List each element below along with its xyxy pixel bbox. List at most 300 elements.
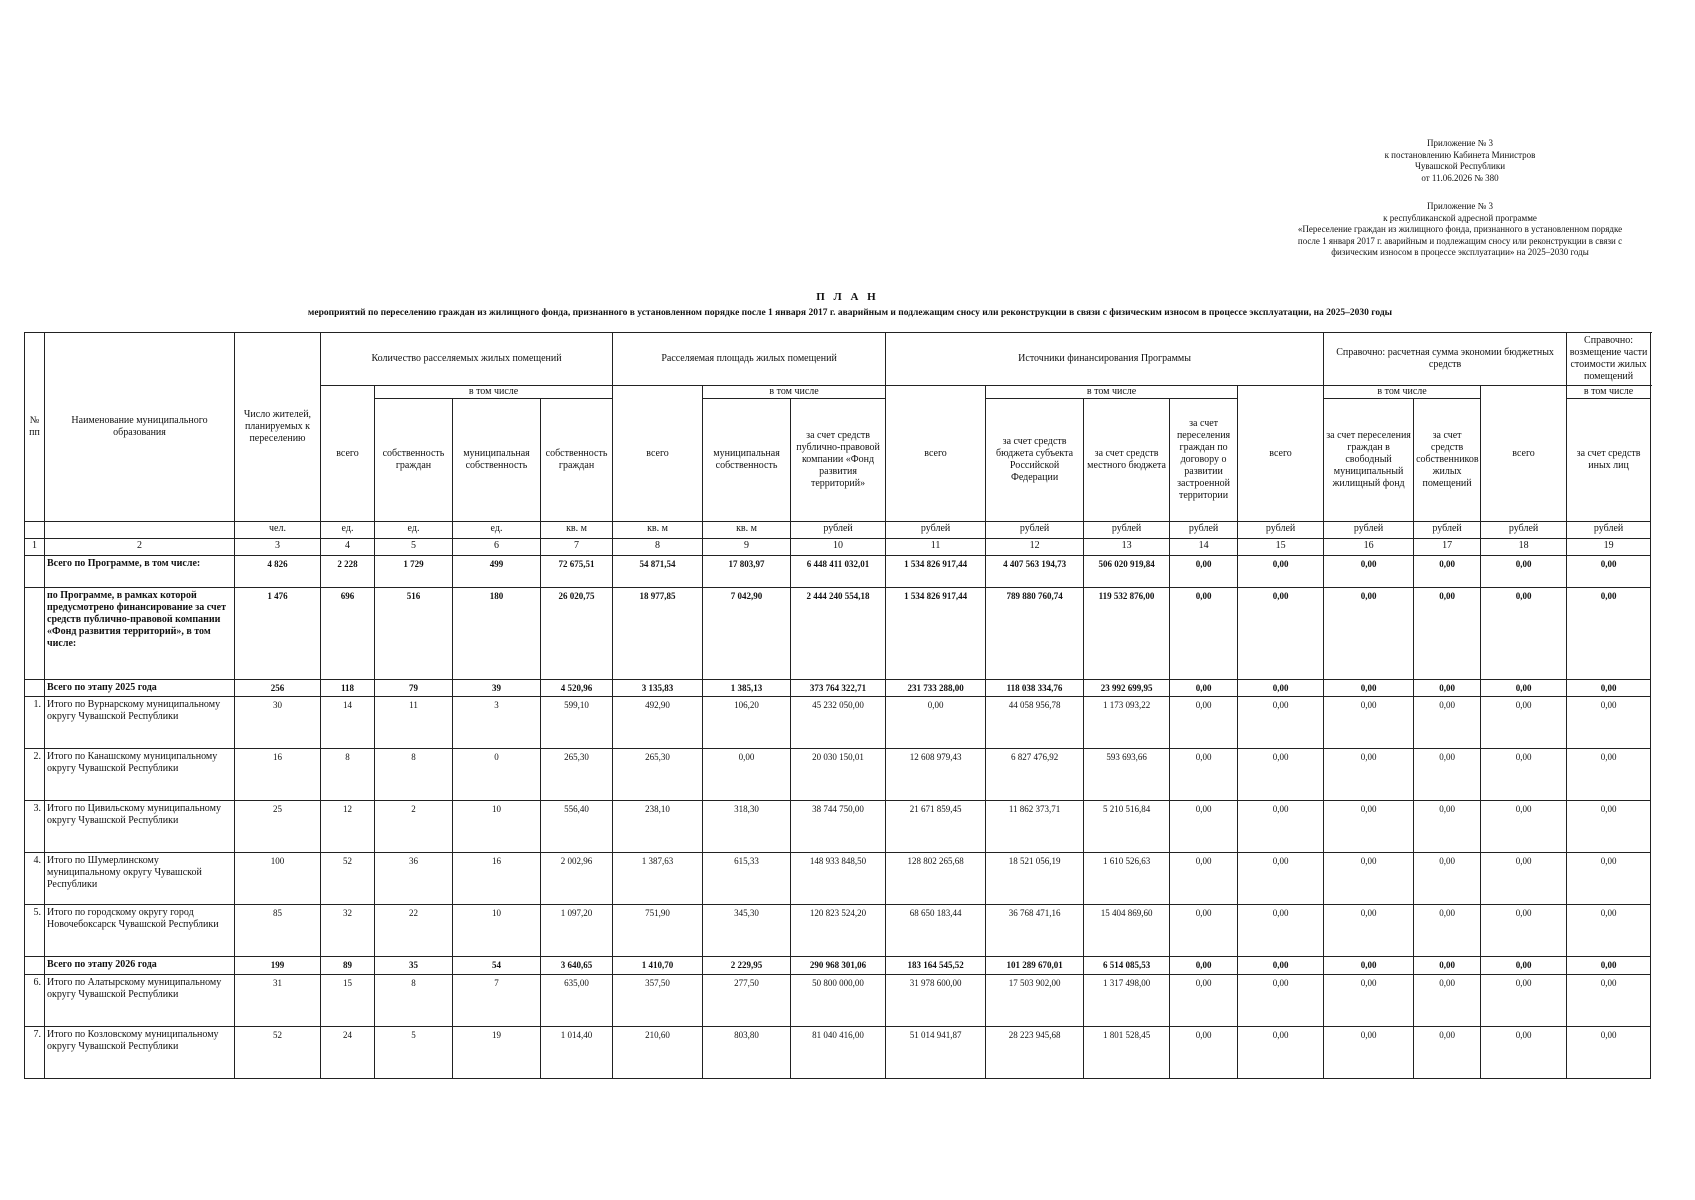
row-number xyxy=(25,680,45,697)
column-number: 4 xyxy=(321,539,375,556)
value-cell: 1 387,63 xyxy=(613,853,703,905)
value-cell: 0,00 xyxy=(1481,556,1567,588)
value-cell: 44 058 956,78 xyxy=(986,697,1084,749)
municipality-name: Итого по Козловскому муниципальному округу Чувашской Республики xyxy=(45,1027,235,1079)
value-cell: 19 xyxy=(453,1027,541,1079)
value-cell: 803,80 xyxy=(703,1027,791,1079)
value-cell: 14 xyxy=(321,697,375,749)
units-row xyxy=(25,522,1651,539)
value-cell: 11 xyxy=(375,697,453,749)
value-cell: 0,00 xyxy=(1481,975,1567,1027)
value-cell: 6 827 476,92 xyxy=(986,749,1084,801)
unit-cell: кв. м xyxy=(541,522,613,539)
column-number: 1 xyxy=(25,539,45,556)
value-cell: 0,00 xyxy=(1567,975,1651,1027)
value-cell: 2 229,95 xyxy=(703,957,791,975)
value-cell: 3 xyxy=(453,697,541,749)
header-others-funds: за счет средств иных лиц xyxy=(1567,399,1651,522)
value-cell: 21 671 859,45 xyxy=(886,801,986,853)
value-cell: 357,50 xyxy=(613,975,703,1027)
value-cell: 0,00 xyxy=(1324,556,1414,588)
value-cell: 32 xyxy=(321,905,375,957)
header-savings-contract: за счет переселения граждан по договору о развитии застроенной территории xyxy=(1170,399,1238,522)
value-cell: 0,00 xyxy=(1481,905,1567,957)
appendix-line: Приложение № 3 xyxy=(1427,138,1493,148)
value-cell: 51 014 941,87 xyxy=(886,1027,986,1079)
value-cell: 0,00 xyxy=(1481,680,1567,697)
value-cell: 36 xyxy=(375,853,453,905)
header-subject-budget: за счет средств бюджета субъекта Российской Федерации xyxy=(986,399,1084,522)
value-cell: 36 768 471,16 xyxy=(986,905,1084,957)
value-cell: 696 xyxy=(321,588,375,680)
row-number: 3. xyxy=(25,801,45,853)
value-cell: 0,00 xyxy=(1170,975,1238,1027)
value-cell: 20 030 150,01 xyxy=(791,749,886,801)
value-cell: 0,00 xyxy=(1238,853,1324,905)
unit-cell: рублей xyxy=(986,522,1084,539)
value-cell: 318,30 xyxy=(703,801,791,853)
unit-cell: кв. м xyxy=(703,522,791,539)
column-number: 8 xyxy=(613,539,703,556)
value-cell: 0,00 xyxy=(1567,801,1651,853)
value-cell: 17 803,97 xyxy=(703,556,791,588)
value-cell: 6 514 085,53 xyxy=(1084,957,1170,975)
value-cell: 18 521 056,19 xyxy=(986,853,1084,905)
value-cell: 18 977,85 xyxy=(613,588,703,680)
value-cell: 0,00 xyxy=(1170,749,1238,801)
column-number: 18 xyxy=(1481,539,1567,556)
value-cell: 0,00 xyxy=(1238,801,1324,853)
unit-cell xyxy=(45,522,235,539)
value-cell: 0,00 xyxy=(1324,749,1414,801)
value-cell: 16 xyxy=(235,749,321,801)
value-cell: 1 801 528,45 xyxy=(1084,1027,1170,1079)
value-cell: 128 802 265,68 xyxy=(886,853,986,905)
value-cell: 8 xyxy=(321,749,375,801)
value-cell: 28 223 945,68 xyxy=(986,1027,1084,1079)
value-cell: 5 xyxy=(375,1027,453,1079)
value-cell: 635,00 xyxy=(541,975,613,1027)
value-cell: 0,00 xyxy=(1170,853,1238,905)
header-area-municipal: муниципальная собственность xyxy=(703,399,791,522)
value-cell: 0,00 xyxy=(1481,749,1567,801)
value-cell: 0,00 xyxy=(1481,697,1567,749)
value-cell: 0,00 xyxy=(1414,556,1481,588)
value-cell: 0,00 xyxy=(1567,1027,1651,1079)
unit-cell: кв. м xyxy=(613,522,703,539)
value-cell: 0,00 xyxy=(1324,957,1414,975)
header-owners-funds: за счет средств собственников жилых помещений xyxy=(1414,399,1481,522)
value-cell: 52 xyxy=(235,1027,321,1079)
value-cell: 119 532 876,00 xyxy=(1084,588,1170,680)
value-cell: 50 800 000,00 xyxy=(791,975,886,1027)
value-cell: 0,00 xyxy=(1170,697,1238,749)
header-savings-total: всего xyxy=(1238,386,1324,522)
header-finance-incl: в том числе xyxy=(986,386,1238,399)
column-number: 11 xyxy=(886,539,986,556)
value-cell: 290 968 301,06 xyxy=(791,957,886,975)
value-cell: 0,00 xyxy=(1238,680,1324,697)
value-cell: 68 650 183,44 xyxy=(886,905,986,957)
column-number: 15 xyxy=(1238,539,1324,556)
value-cell: 0,00 xyxy=(1414,801,1481,853)
value-cell: 0,00 xyxy=(1324,1027,1414,1079)
value-cell: 100 xyxy=(235,853,321,905)
value-cell: 10 xyxy=(453,905,541,957)
value-cell: 599,10 xyxy=(541,697,613,749)
value-cell: 345,30 xyxy=(703,905,791,957)
table-row xyxy=(25,556,1651,588)
value-cell: 615,33 xyxy=(703,853,791,905)
table-row xyxy=(25,801,1651,853)
row-number: 6. xyxy=(25,975,45,1027)
value-cell: 118 038 334,76 xyxy=(986,680,1084,697)
table-row xyxy=(25,957,1651,975)
value-cell: 1 173 093,22 xyxy=(1084,697,1170,749)
row-number xyxy=(25,957,45,975)
value-cell: 45 232 050,00 xyxy=(791,697,886,749)
value-cell: 265,30 xyxy=(613,749,703,801)
municipality-name: Итого по Цивильскому муниципальному округу Чувашской Республики xyxy=(45,801,235,853)
value-cell: 7 xyxy=(453,975,541,1027)
unit-cell: рублей xyxy=(1324,522,1414,539)
header-residents: Число жителей, планируемых к переселению xyxy=(235,333,321,522)
value-cell: 30 xyxy=(235,697,321,749)
value-cell: 0,00 xyxy=(1238,1027,1324,1079)
value-cell: 0,00 xyxy=(1567,749,1651,801)
value-cell: 1 534 826 917,44 xyxy=(886,556,986,588)
value-cell: 0,00 xyxy=(1414,588,1481,680)
value-cell: 31 xyxy=(235,975,321,1027)
row-number xyxy=(25,588,45,680)
value-cell: 24 xyxy=(321,1027,375,1079)
column-number: 9 xyxy=(703,539,791,556)
header-savings-free-fund: за счет переселения граждан в свободный муниципальный жилищный фонд xyxy=(1324,399,1414,522)
column-number: 7 xyxy=(541,539,613,556)
appendix-cabinet-note xyxy=(1330,138,1590,184)
appendix-line: Приложение № 3 xyxy=(1427,201,1493,211)
row-number: 2. xyxy=(25,749,45,801)
column-number: 14 xyxy=(1170,539,1238,556)
value-cell: 0,00 xyxy=(886,697,986,749)
row-number: 5. xyxy=(25,905,45,957)
value-cell: 0,00 xyxy=(1567,957,1651,975)
value-cell: 0,00 xyxy=(1324,588,1414,680)
value-cell: 0,00 xyxy=(1324,975,1414,1027)
unit-cell: рублей xyxy=(1084,522,1170,539)
value-cell: 0,00 xyxy=(1481,588,1567,680)
header-premises-group: Количество расселяемых жилых помещений xyxy=(321,333,613,386)
header-area-citizens: собственность граждан xyxy=(541,399,613,522)
value-cell: 0,00 xyxy=(1324,853,1414,905)
value-cell: 0,00 xyxy=(1481,801,1567,853)
value-cell: 17 503 902,00 xyxy=(986,975,1084,1027)
value-cell: 1 410,70 xyxy=(613,957,703,975)
value-cell: 35 xyxy=(375,957,453,975)
value-cell: 499 xyxy=(453,556,541,588)
value-cell: 12 608 979,43 xyxy=(886,749,986,801)
header-finance-group: Источники финансирования Программы xyxy=(886,333,1324,386)
value-cell: 11 862 373,71 xyxy=(986,801,1084,853)
header-savings-group: Справочно: расчетная сумма экономии бюджетных средств xyxy=(1324,333,1567,386)
column-number: 2 xyxy=(45,539,235,556)
unit-cell: ед. xyxy=(375,522,453,539)
table-row xyxy=(25,975,1651,1027)
value-cell: 4 520,96 xyxy=(541,680,613,697)
resettlement-plan-table xyxy=(24,332,1651,1079)
value-cell: 0,00 xyxy=(1170,905,1238,957)
value-cell: 54 871,54 xyxy=(613,556,703,588)
value-cell: 5 210 516,84 xyxy=(1084,801,1170,853)
row-number: 4. xyxy=(25,853,45,905)
column-number: 19 xyxy=(1567,539,1651,556)
header-name: Наименование муниципального образования xyxy=(45,333,235,522)
row-number: 1. xyxy=(25,697,45,749)
value-cell: 210,60 xyxy=(613,1027,703,1079)
appendix-program-note xyxy=(1250,201,1670,259)
header-premises-total: всего xyxy=(321,386,375,522)
value-cell: 15 xyxy=(321,975,375,1027)
appendix-line: Чувашской Республики xyxy=(1414,161,1506,171)
value-cell: 1 534 826 917,44 xyxy=(886,588,986,680)
appendix-line: от 11.06.2026 № 380 xyxy=(1421,172,1499,183)
value-cell: 0,00 xyxy=(1238,749,1324,801)
value-cell: 0,00 xyxy=(1481,957,1567,975)
header-area-incl: в том числе xyxy=(703,386,886,399)
value-cell: 1 014,40 xyxy=(541,1027,613,1079)
value-cell: 106,20 xyxy=(703,697,791,749)
appendix-line: физическим износом в процессе эксплуатации» на 2025–2030 годы xyxy=(1331,247,1589,257)
value-cell: 120 823 524,20 xyxy=(791,905,886,957)
value-cell: 15 404 869,60 xyxy=(1084,905,1170,957)
value-cell: 180 xyxy=(453,588,541,680)
header-compensation-incl: в том числе xyxy=(1567,386,1651,399)
unit-cell: чел. xyxy=(235,522,321,539)
value-cell: 0,00 xyxy=(1238,975,1324,1027)
value-cell: 22 xyxy=(375,905,453,957)
value-cell: 10 xyxy=(453,801,541,853)
column-numbers-row xyxy=(25,539,1651,556)
value-cell: 183 164 545,52 xyxy=(886,957,986,975)
value-cell: 0,00 xyxy=(1567,853,1651,905)
value-cell: 3 135,83 xyxy=(613,680,703,697)
value-cell: 54 xyxy=(453,957,541,975)
value-cell: 1 476 xyxy=(235,588,321,680)
value-cell: 0,00 xyxy=(1414,1027,1481,1079)
value-cell: 0,00 xyxy=(1170,801,1238,853)
value-cell: 8 xyxy=(375,749,453,801)
value-cell: 8 xyxy=(375,975,453,1027)
value-cell: 0,00 xyxy=(1414,975,1481,1027)
column-number: 10 xyxy=(791,539,886,556)
value-cell: 0,00 xyxy=(1238,556,1324,588)
value-cell: 751,90 xyxy=(613,905,703,957)
value-cell: 16 xyxy=(453,853,541,905)
value-cell: 593 693,66 xyxy=(1084,749,1170,801)
appendix-line: после 1 января 2017 г. аварийным и подлежащим сносу или реконструкции в связи с xyxy=(1297,235,1623,246)
value-cell: 0,00 xyxy=(1238,588,1324,680)
value-cell: 199 xyxy=(235,957,321,975)
unit-cell: рублей xyxy=(1567,522,1651,539)
header-premises-citizens: собственность граждан xyxy=(375,399,453,522)
value-cell: 556,40 xyxy=(541,801,613,853)
municipality-name: Итого по Шумерлинскому муниципальному округу Чувашской Республики xyxy=(45,853,235,905)
value-cell: 3 640,65 xyxy=(541,957,613,975)
municipality-name: Всего по этапу 2025 года xyxy=(45,680,235,697)
header-fund-source: за счет средств публично-правовой компании «Фонд развития территорий» xyxy=(791,399,886,522)
value-cell: 516 xyxy=(375,588,453,680)
value-cell: 0,00 xyxy=(1567,697,1651,749)
value-cell: 0,00 xyxy=(1414,697,1481,749)
value-cell: 52 xyxy=(321,853,375,905)
value-cell: 31 978 600,00 xyxy=(886,975,986,1027)
value-cell: 492,90 xyxy=(613,697,703,749)
value-cell: 238,10 xyxy=(613,801,703,853)
unit-cell xyxy=(25,522,45,539)
value-cell: 1 097,20 xyxy=(541,905,613,957)
value-cell: 6 448 411 032,01 xyxy=(791,556,886,588)
value-cell: 0,00 xyxy=(1170,588,1238,680)
value-cell: 0,00 xyxy=(1324,680,1414,697)
value-cell: 0,00 xyxy=(1170,556,1238,588)
value-cell: 79 xyxy=(375,680,453,697)
value-cell: 0,00 xyxy=(1170,1027,1238,1079)
municipality-name: Итого по Канашскому муниципальному округу Чувашской Республики xyxy=(45,749,235,801)
column-number: 3 xyxy=(235,539,321,556)
value-cell: 789 880 760,74 xyxy=(986,588,1084,680)
table-row xyxy=(25,1027,1651,1079)
row-number xyxy=(25,556,45,588)
column-number: 13 xyxy=(1084,539,1170,556)
value-cell: 0,00 xyxy=(1567,905,1651,957)
header-savings-incl: в том числе xyxy=(1324,386,1481,399)
value-cell: 4 826 xyxy=(235,556,321,588)
value-cell: 0,00 xyxy=(1324,697,1414,749)
document-title: П Л А Н xyxy=(816,291,879,303)
value-cell: 85 xyxy=(235,905,321,957)
value-cell: 1 729 xyxy=(375,556,453,588)
municipality-name: Итого по Вурнарскому муниципальному округу Чувашской Республики xyxy=(45,697,235,749)
value-cell: 23 992 699,95 xyxy=(1084,680,1170,697)
value-cell: 506 020 919,84 xyxy=(1084,556,1170,588)
value-cell: 0,00 xyxy=(1238,697,1324,749)
value-cell: 0,00 xyxy=(1567,680,1651,697)
value-cell: 0,00 xyxy=(1324,905,1414,957)
municipality-name: Итого по городскому округу город Новочебоксарск Чувашской Республики xyxy=(45,905,235,957)
value-cell: 25 xyxy=(235,801,321,853)
table-row xyxy=(25,680,1651,697)
value-cell: 148 933 848,50 xyxy=(791,853,886,905)
unit-cell: рублей xyxy=(886,522,986,539)
municipality-name: Всего по Программе, в том числе: xyxy=(45,556,235,588)
table-row xyxy=(25,697,1651,749)
header-area-group: Расселяемая площадь жилых помещений xyxy=(613,333,886,386)
value-cell: 2 xyxy=(375,801,453,853)
value-cell: 0,00 xyxy=(703,749,791,801)
column-number: 6 xyxy=(453,539,541,556)
value-cell: 2 444 240 554,18 xyxy=(791,588,886,680)
value-cell: 0,00 xyxy=(1414,853,1481,905)
table-row xyxy=(25,905,1651,957)
column-number: 12 xyxy=(986,539,1084,556)
value-cell: 1 317 498,00 xyxy=(1084,975,1170,1027)
value-cell: 0,00 xyxy=(1567,588,1651,680)
unit-cell: рублей xyxy=(1414,522,1481,539)
value-cell: 7 042,90 xyxy=(703,588,791,680)
value-cell: 4 407 563 194,73 xyxy=(986,556,1084,588)
value-cell: 0,00 xyxy=(1324,801,1414,853)
appendix-line: «Переселение граждан из жилищного фонда, признанного в установленном порядке xyxy=(1297,224,1623,234)
value-cell: 26 020,75 xyxy=(541,588,613,680)
header-premises-municipal: муниципальная собственность xyxy=(453,399,541,522)
unit-cell: рублей xyxy=(791,522,886,539)
value-cell: 0 xyxy=(453,749,541,801)
value-cell: 1 610 526,63 xyxy=(1084,853,1170,905)
value-cell: 2 002,96 xyxy=(541,853,613,905)
value-cell: 231 733 288,00 xyxy=(886,680,986,697)
value-cell: 265,30 xyxy=(541,749,613,801)
value-cell: 72 675,51 xyxy=(541,556,613,588)
column-number: 5 xyxy=(375,539,453,556)
value-cell: 256 xyxy=(235,680,321,697)
value-cell: 38 744 750,00 xyxy=(791,801,886,853)
value-cell: 0,00 xyxy=(1170,957,1238,975)
header-finance-total: всего xyxy=(886,386,986,522)
value-cell: 12 xyxy=(321,801,375,853)
value-cell: 0,00 xyxy=(1481,1027,1567,1079)
header-local-budget: за счет средств местного бюджета xyxy=(1084,399,1170,522)
unit-cell: ед. xyxy=(453,522,541,539)
value-cell: 101 289 670,01 xyxy=(986,957,1084,975)
municipality-name: Всего по этапу 2026 года xyxy=(45,957,235,975)
header-no: № пп xyxy=(25,333,45,522)
value-cell: 0,00 xyxy=(1238,957,1324,975)
header-compensation-total: всего xyxy=(1481,386,1567,522)
value-cell: 0,00 xyxy=(1414,905,1481,957)
table-row xyxy=(25,749,1651,801)
table-row xyxy=(25,853,1651,905)
value-cell: 0,00 xyxy=(1170,680,1238,697)
value-cell: 0,00 xyxy=(1238,905,1324,957)
table-row xyxy=(25,588,1651,680)
value-cell: 0,00 xyxy=(1414,749,1481,801)
municipality-name: Итого по Алатырскому муниципальному округу Чувашской Республики xyxy=(45,975,235,1027)
value-cell: 89 xyxy=(321,957,375,975)
value-cell: 0,00 xyxy=(1414,680,1481,697)
value-cell: 39 xyxy=(453,680,541,697)
unit-cell: ед. xyxy=(321,522,375,539)
value-cell: 2 228 xyxy=(321,556,375,588)
value-cell: 81 040 416,00 xyxy=(791,1027,886,1079)
header-area-total: всего xyxy=(613,386,703,522)
value-cell: 0,00 xyxy=(1567,556,1651,588)
value-cell: 0,00 xyxy=(1481,853,1567,905)
document-subtitle: мероприятий по переселению граждан из жилищного фонда, признанного в установленном порядке после 1 января 2017 г. аварийным и подлежащим сносу или реконструкции в связи с физическим износом в процессе эксплуатации, на 2025–2030 годы xyxy=(307,308,1393,318)
unit-cell: рублей xyxy=(1481,522,1567,539)
column-number: 17 xyxy=(1414,539,1481,556)
row-number: 7. xyxy=(25,1027,45,1079)
header-compensation-group: Справочно: возмещение части стоимости жилых помещений xyxy=(1567,333,1651,386)
value-cell: 0,00 xyxy=(1414,957,1481,975)
header-premises-incl: в том числе xyxy=(375,386,613,399)
value-cell: 118 xyxy=(321,680,375,697)
unit-cell: рублей xyxy=(1170,522,1238,539)
municipality-name: по Программе, в рамках которой предусмотрено финансирование за счет средств публично-правовой компании «Фонд развития территорий», в том числе: xyxy=(45,588,235,680)
value-cell: 1 385,13 xyxy=(703,680,791,697)
column-number: 16 xyxy=(1324,539,1414,556)
value-cell: 373 764 322,71 xyxy=(791,680,886,697)
appendix-line: к постановлению Кабинета Министров xyxy=(1384,149,1536,160)
